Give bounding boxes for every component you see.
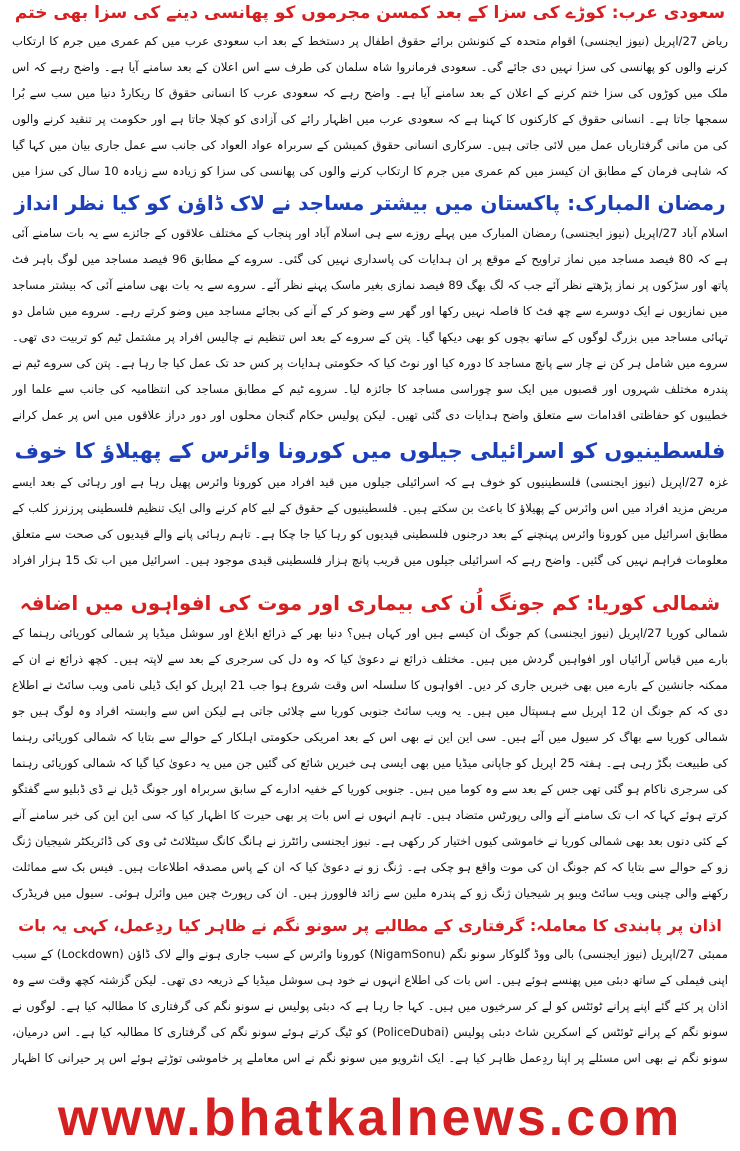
- article-headline: اذان پر پابندی کا معاملہ: گرفتاری کے مطالبے پر سونو نگم نے ظاہر کیا ردِعمل، کہی یہ بات: [18, 916, 722, 935]
- article-body: غزہ 27/اپریل (نیوز ایجنسی) فلسطینیوں کو خوف ہے کہ اسرائیلی جیلوں میں قید افراد میں کورونا وائرس پھیل رہا ہے اور رہائی کے بعد ایسے مریض مزید افراد میں اس وائرس کے پھیلاؤ کا باعث بن سکتے ہیں۔ فلسطینیوں کے حقوق کے لیے کام کرنے والی ایک تنظیم فلسطینی پرزنرز کلب کے مطابق اسرائیل میں کورونا وائرس پہنچنے کے بعد درجنوں فلسطینی قیدیوں کو رہا کیا جا چکا ہے۔ تاہم رہائی پانے والے قیدیوں کی صحت سے متعلق معلومات فراہم نہیں کی گئیں۔ واضح رہے کہ اسرائیلی جیلوں میں قریب پانچ ہزار فلسطینی قیدی موجود ہیں۔ اسرائیل میں اب تک 15 ہزار افراد: [12, 475, 728, 568]
- article-headline: رمضان المبارک: پاکستان میں بیشتر مساجد نے لاک ڈاؤن کو کیا نظر انداز: [14, 191, 726, 215]
- article-palestine: [12, 438, 728, 575]
- article-body: شمالی کوریا 27/اپریل (نیوز ایجنسی) کم جونگ ان کیسے ہیں اور کہاں ہیں؟ دنیا بھر کے ذرائع ابلاغ اور سوشل میڈیا پر شمالی کوریائی رہنما کے بارے میں قیاس آرائیاں اور افواہیں گردش میں ہیں۔ مختلف ذرائع نے دعویٰ کیا کہ وہ دل کی سرجری کے بعد سے لاپتہ ہیں۔ کچھ ذرائع نے ان کے ممکنہ جانشین کے بارے میں بھی خبریں جاری کر دیں۔ افواہوں کا سلسلہ اس وقت شروع ہوا جب 21 اپریل کو ایک ڈیلی نامی ویب سائٹ نے اطلاع دی کہ کم جونگ ان 12 اپریل سے ہسپتال میں ہیں۔ یہ ویب سائٹ جنوبی کوریا سے چلائی جاتی ہے لیکن اس سے وابستہ افراد وہ لوگ ہیں جو شمالی کوریا سے بھاگ کر سیول میں آئے ہیں۔ سی این این نے بھی اس کے بعد امریکی حکومتی اہلکار کے حوالے سے بتایا کہ شمالی کوریائی رہنما کی طبیعت بگڑ رہی ہے۔ ہفتہ 25 اپریل کو جاپانی میڈیا میں بھی ایسی ہی خبریں شائع کی گئیں جن میں یہ دعویٰ کیا گیا کہ شمالی کوریائی رہنما کی سرجری ناکام ہو گئی تھی جس کے بعد سے وہ کوما میں ہیں۔ جنوبی کوریا کے خفیہ ادارے کے سابق سربراہ اور جونگ ڈیل نے ڈی ڈبلیو سے گفتگو کرتے ہوئے کہا کہ اب تک سامنے آنے والی رپورٹس متضاد ہیں۔ تاہم انہوں نے اس بات پر بھی حیرت کا اظہار کیا کہ سی این این کی خبر سامنے آنے کے کئی دنوں بعد بھی شمالی کوریا نے خاموشی کیوں اختیار کر رکھی ہے۔ نیوز ایجنسی رائٹرز نے ہانگ کانگ سیٹلائٹ ٹی وی کی ڈائریکٹر شیجیان ژنگ زو کے حوالے سے بتایا کہ کم جونگ ان کی موت واقع ہو چکی ہے۔ ژنگ زو نے دعویٰ کیا کہ ان کے پاس مصدقہ اطلاعات ہیں۔ فیس بک سے مماثلت رکھنے والی چینی ویب سائٹ ویبو پر شیجیان ژنگ زو کے پندرہ ملین سے زائد فالوورز ہیں۔ ان کی رپورٹ چین میں وائرل ہوئی۔ سیول میں فریڈرک: [12, 626, 728, 900]
- article-body: ممبئی 27/اپریل (نیوز ایجنسی) بالی ووڈ گلوکار سونو نگم (NigamSonu) کورونا وائرس کے سبب جاری ہونے والے لاک ڈاؤن (Lockdown) کے سبب اپنی فیملی کے ساتھ دبئی میں پھنسے ہوئے ہیں۔ اس بات کی اطلاع انہوں نے خود ہی سوشل میڈیا کے ذریعہ دی تھی۔ لیکن گزشتہ کچھ وقت سے وہ اذان پر کئے گئے اپنے پرانے ٹوئٹس کو لے کر سرخیوں میں ہیں۔ کہا جا رہا ہے کہ دبئی پولیس نے سونو نگم کی گرفتاری کا مطالبہ کیا ہے۔ لوگوں نے سونو نگم کے پرانے ٹوئٹس کے اسکرین شاٹ دبئی پولیس (PoliceDubai) کو ٹیگ کرتے ہوئے سونو نگم کی گرفتاری کا مطالبہ کیا ہے۔ اس درمیان، سونو نگم نے بھی اس مسئلے پر اپنا ردِعمل ظاہر کیا ہے۔ ایک انٹرویو میں سونو نگم نے اس معاملے پر خاموشی توڑتے ہوئے اس پر حیرانی کا اظہار: [12, 946, 728, 1065]
- article-body: اسلام آباد 27/اپریل (نیوز ایجنسی) رمضان المبارک میں پہلے روزے سے ہی اسلام آباد اور پنجاب کے مختلف علاقوں کے جائزے سے یہ بات سامنے آئی ہے کہ 80 فیصد مساجد میں نماز تراویح کے موقع پر ان ہدایات کی پاسداری نہیں کی گئی۔ سروے کے مطابق 96 فیصد مساجد میں لوگ باہر فٹ پاتھ اور سڑکوں پر نماز پڑھتے نظر آئے جب کہ لگ بھگ 89 فیصد نمازی بغیر ماسک پہنے نظر آئے۔ سروے سے یہ بات بھی سامنے آئی کہ بیشتر مساجد میں نمازیوں نے ایک دوسرے سے چھ فٹ کا فاصلہ نہیں رکھا اور گھر سے وضو کر کے آنے کی بجائے مساجد میں وضو کرتے رہے۔ سروے میں شامل دو تہائی مساجد میں بزرگ لوگوں کے ساتھ بچوں کو بھی دیکھا گیا۔ پتن کے سروے کے بعد اس تنظیم نے چالیس افراد پر مشتمل ٹیم کو تربیت دی تھی۔ سروے میں شامل ہر کن نے چار سے پانچ مساجد کا دورہ کیا اور نوٹ کیا کہ حکومتی ہدایات پر کس حد تک عمل کیا جا رہا ہے۔ پتن کی سروے ٹیم نے پندرہ مختلف شہروں اور قصبوں میں ایک سو چوراسی مساجد کا جائزہ لیا۔ سروے ٹیم کے مطابق مساجد کی انتظامیہ کی جانب سے علما اور خطیبوں کو حفاظتی اقدامات سے متعلق واضح ہدایات دی گئی تھیں۔ لیکن پولیس حکام گنجان محلوں اور دور دراز علاقوں میں اس پر عمل کرانے: [12, 226, 728, 422]
- website-footer: [0, 1090, 740, 1146]
- article-sonu-nigam: [12, 916, 728, 1073]
- article-headline: شمالی کوریا: کم جونگ اُن کی بیماری اور موت کی افواہوں میں اضافہ: [19, 591, 721, 615]
- article-headline: سعودی عرب: کوڑے کی سزا کے بعد کمسن مجرموں کو پھانسی دینے کی سزا بھی ختم: [14, 3, 726, 23]
- article-saudi: [12, 2, 728, 186]
- website-url: www.bhatkalnews.com: [57, 1089, 683, 1147]
- article-headline: فلسطینیوں کو اسرائیلی جیلوں میں کورونا وائرس کے پھیلاؤ کا خوف: [14, 439, 726, 463]
- article-body: ریاض 27/اپریل (نیوز ایجنسی) اقوام متحدہ کے کنونشن برائے حقوق اطفال پر دستخط کے بعد اب سعودی عرب میں کم عمری میں جرم کا ارتکاب کرنے والوں کو پھانسی کی سزا نہیں دی جائے گی۔ سعودی فرمانروا شاہ سلمان کی طرف سے اس اعلان کے بعد سامنے آیا ہے۔ واضح رہے کہ اس ملک میں کوڑوں کی سزا ختم کرنے کے اعلان کے بعد سامنے آیا ہے۔ واضح رہے کہ سعودی عرب کا انسانی حقوق کا ریکارڈ دنیا میں سب سے بُرا سمجھا جاتا ہے۔ انسانی حقوق کے کارکنوں کا کہنا ہے کہ سعودی عرب میں اظہار رائے کی آزادی کو کچلا جاتا ہے اور حکومت پر تنقید کرنے والوں کی من مانی گرفتاریاں عمل میں لائی جاتی ہیں۔ سرکاری انسانی حقوق کمیشن کے سربراہ عواد العواد کی جانب سے عمل جاری بیان میں کہا گیا کہ شاہی فرمان کے مطابق ان کیسز میں کم عمری میں جرم کا ارتکاب کرنے والوں کی پھانسی کی سزا کو زیادہ سے زیادہ 10 سال کی سزا میں: [12, 34, 728, 179]
- article-ramadan-pakistan: [12, 190, 728, 430]
- article-north-korea: [12, 590, 728, 900]
